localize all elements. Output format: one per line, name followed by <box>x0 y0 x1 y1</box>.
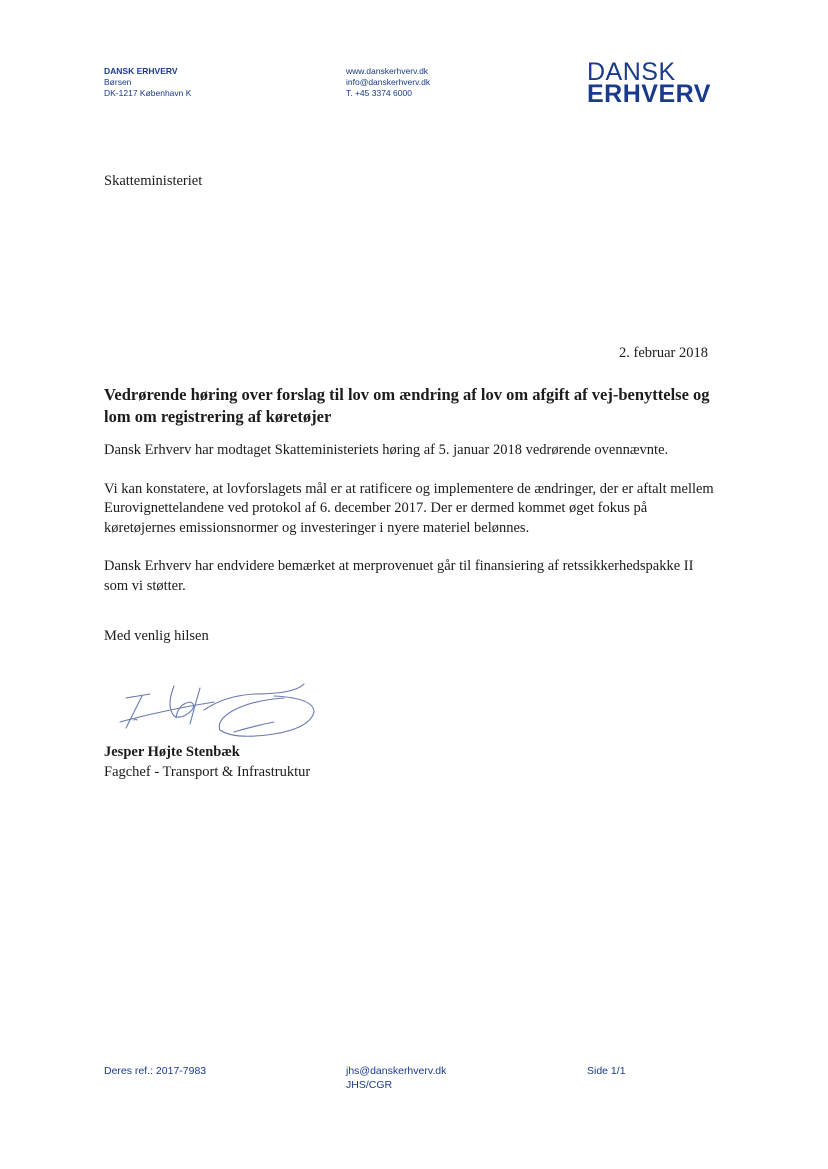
logo-line2: ERHVERV <box>587 80 711 108</box>
company-logo <box>587 58 711 108</box>
signer-name: Jesper Højte Stenbæk <box>104 744 240 760</box>
signer-title: Fagchef - Transport & Infrastruktur <box>104 764 311 780</box>
sender-address-line1: Børsen <box>104 77 132 87</box>
footer-initials: JHS/CGR <box>346 1079 393 1091</box>
body-paragraph: Dansk Erhverv har endvidere bemærket at merprovenuet går til finansiering af retssikkerhedspakke II som vi støtter. <box>104 558 694 594</box>
sender-company-name: DANSK ERHVERV <box>104 66 178 76</box>
letter-subject: Vedrørende høring over forslag til lov om ændring af lov om afgift af vej-benyttelse og lom om registrering af køretøjer <box>104 385 710 426</box>
body-paragraph: Dansk Erhverv har modtaget Skatteministeriets høring af 5. januar 2018 vedrørende ovennævnte. <box>104 442 669 458</box>
sender-address <box>104 66 191 99</box>
footer-page <box>587 1064 626 1078</box>
sender-contact <box>346 66 430 99</box>
sender-address-line2: DK-1217 København K <box>104 88 192 98</box>
closing-greeting: Med venlig hilsen <box>104 628 209 644</box>
recipient: Skatteministeriet <box>104 173 203 189</box>
handwritten-signature <box>104 676 334 748</box>
sender-website: www.danskerhverv.dk <box>346 66 429 76</box>
body-paragraph: Vi kan konstatere, at lovforslagets mål er at ratificere og implementere de ændringer, der er aftalt mellem Eurovignettelandene ved protokol af 6. december 2017. Der er dermed kommet øget fokus på køretøjernes emissionsnormer og investeringer i nyere materiel belønnes. <box>104 480 714 536</box>
sender-phone: T. +45 3374 6000 <box>346 88 412 98</box>
letter-date: 2. februar 2018 <box>619 345 708 361</box>
logo-line1: DANSK <box>587 58 676 86</box>
page-number: Side 1/1 <box>587 1065 626 1077</box>
sender-email: info@danskerhverv.dk <box>346 77 431 87</box>
footer-email: jhs@danskerhverv.dk <box>346 1065 447 1077</box>
footer-reference <box>104 1064 206 1078</box>
letter-body <box>104 441 714 615</box>
footer-contact <box>346 1064 446 1092</box>
reference-number: Deres ref.: 2017-7983 <box>104 1065 207 1077</box>
